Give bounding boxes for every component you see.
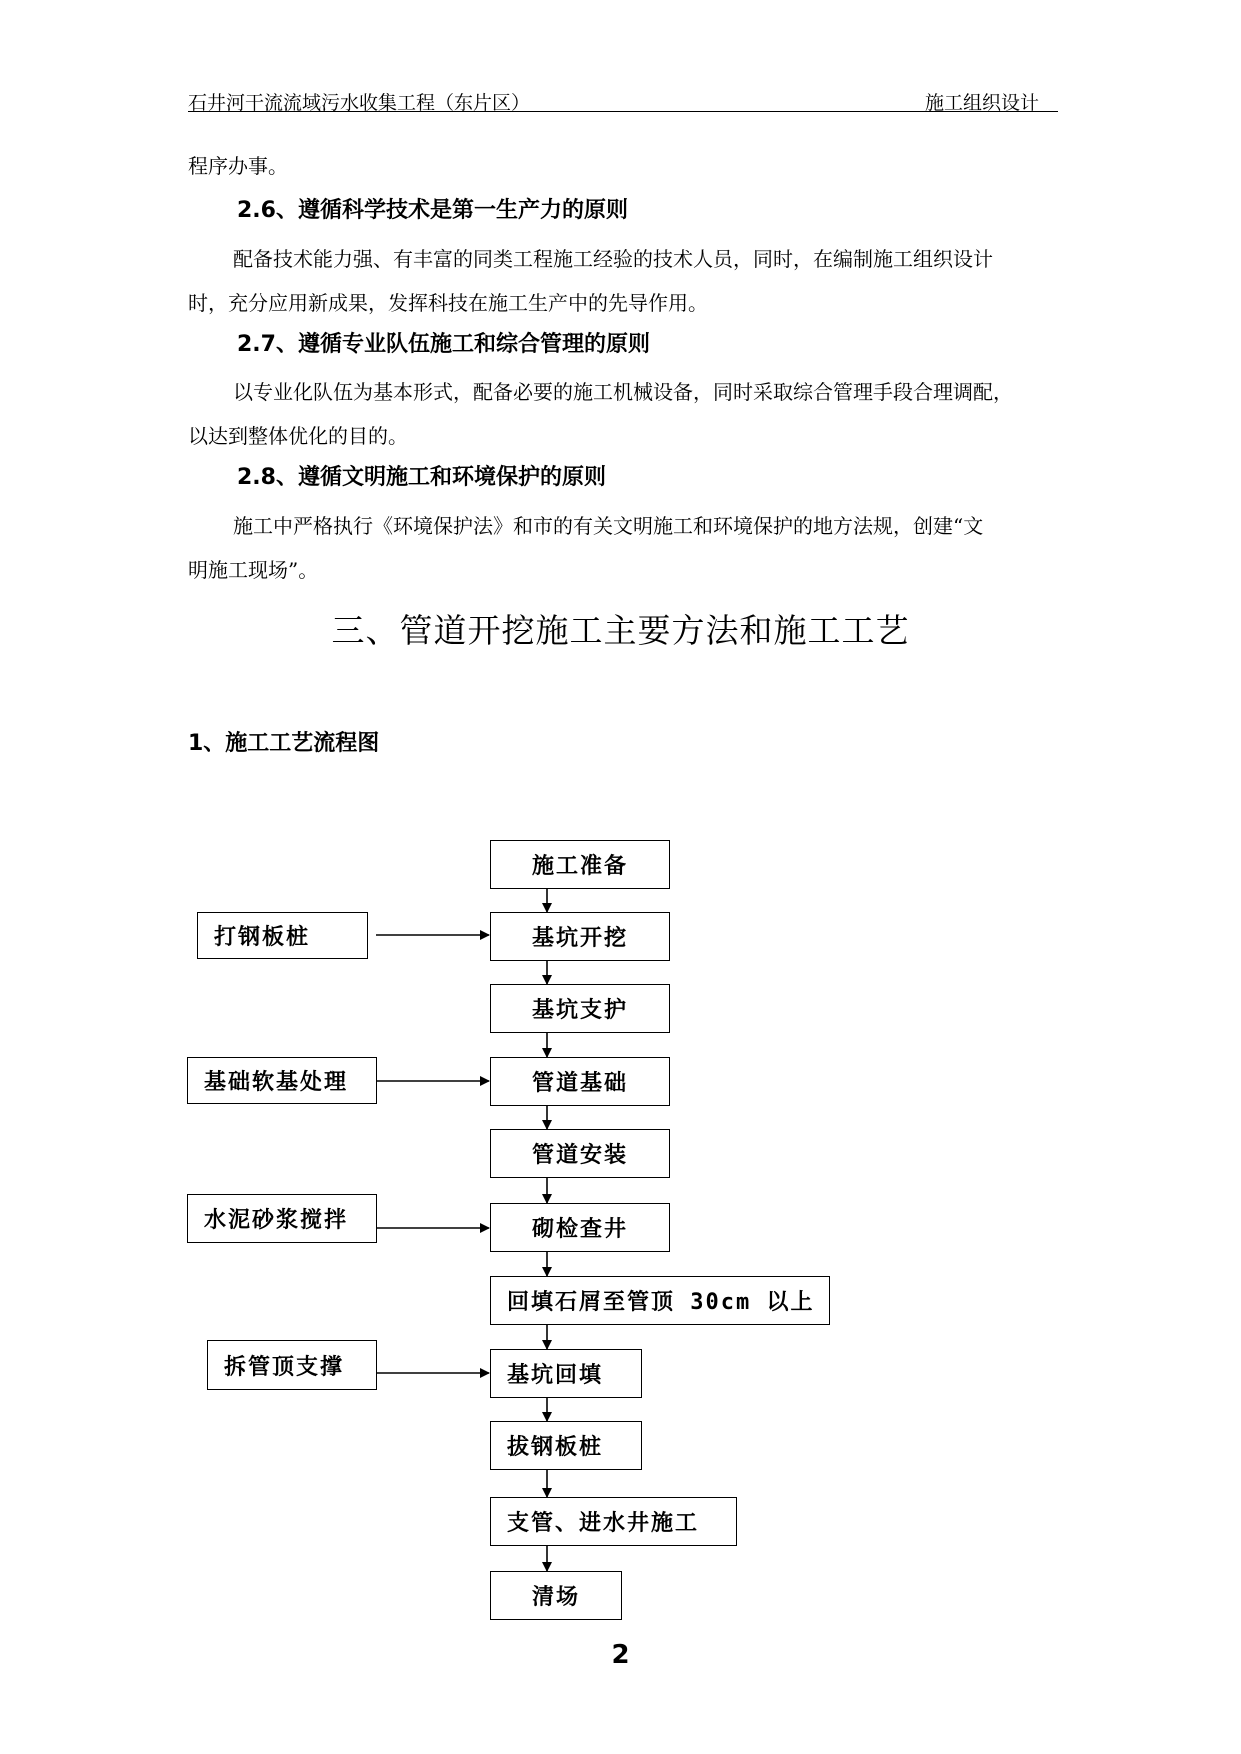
flow-step-site-cleanup: 清场	[490, 1571, 622, 1620]
section-heading-2-7: 2.7、遵循专业队伍施工和综合管理的原则	[237, 332, 650, 357]
flow-step-pit-support: 基坑支护	[490, 984, 670, 1033]
paragraph-line: 以达到整体优化的目的。	[188, 424, 408, 448]
header-project-title: 石井河干流流域污水收集工程（东片区）	[188, 92, 531, 114]
flow-step-pit-excavation: 基坑开挖	[490, 912, 670, 961]
paragraph-line: 配备技术能力强、有丰富的同类工程施工经验的技术人员，同时，在编制施工组织设计	[233, 247, 993, 271]
flow-step-build-manhole: 砌检查井	[490, 1203, 670, 1252]
paragraph-line: 以专业化队伍为基本形式，配备必要的施工机械设备，同时采取综合管理手段合理调配，	[233, 380, 1013, 404]
section-heading-2-8: 2.8、遵循文明施工和环境保护的原则	[237, 465, 606, 490]
paragraph-line: 施工中严格执行《环境保护法》和市的有关文明施工和环境保护的地方法规，创建“文	[233, 514, 984, 538]
flow-step-pipe-foundation: 管道基础	[490, 1057, 670, 1106]
page-number: 2	[611, 1640, 630, 1670]
paragraph-line: 明施工现场”。	[188, 558, 319, 582]
side-input-remove-pipe-support: 拆管顶支撑	[207, 1340, 377, 1390]
paragraph-line: 时，充分应用新成果，发挥科技在施工生产中的先导作用。	[188, 291, 708, 315]
header-document-type: 施工组织设计	[925, 92, 1040, 114]
flow-step-pit-backfill: 基坑回填	[490, 1349, 642, 1398]
body-line: 程序办事。	[188, 154, 288, 178]
section-heading-2-6: 2.6、遵循科学技术是第一生产力的原则	[237, 198, 628, 223]
flow-step-backfill-stone-chips: 回填石屑至管顶 30cm 以上	[490, 1276, 830, 1325]
flowchart-heading: 1、施工工艺流程图	[188, 731, 380, 756]
flow-step-branch-pipe-inlet: 支管、进水井施工	[490, 1497, 737, 1546]
chapter-title: 三、管道开挖施工主要方法和施工工艺	[331, 611, 910, 650]
side-input-soft-foundation: 基础软基处理	[187, 1057, 377, 1104]
flow-step-pull-sheet-piles: 拔钢板桩	[490, 1421, 642, 1470]
flow-step-construction-prep: 施工准备	[490, 840, 670, 889]
side-input-mortar-mixing: 水泥砂浆搅拌	[187, 1194, 377, 1243]
side-input-drive-sheet-piles: 打钢板桩	[197, 912, 368, 959]
flow-step-pipe-installation: 管道安装	[490, 1129, 670, 1178]
